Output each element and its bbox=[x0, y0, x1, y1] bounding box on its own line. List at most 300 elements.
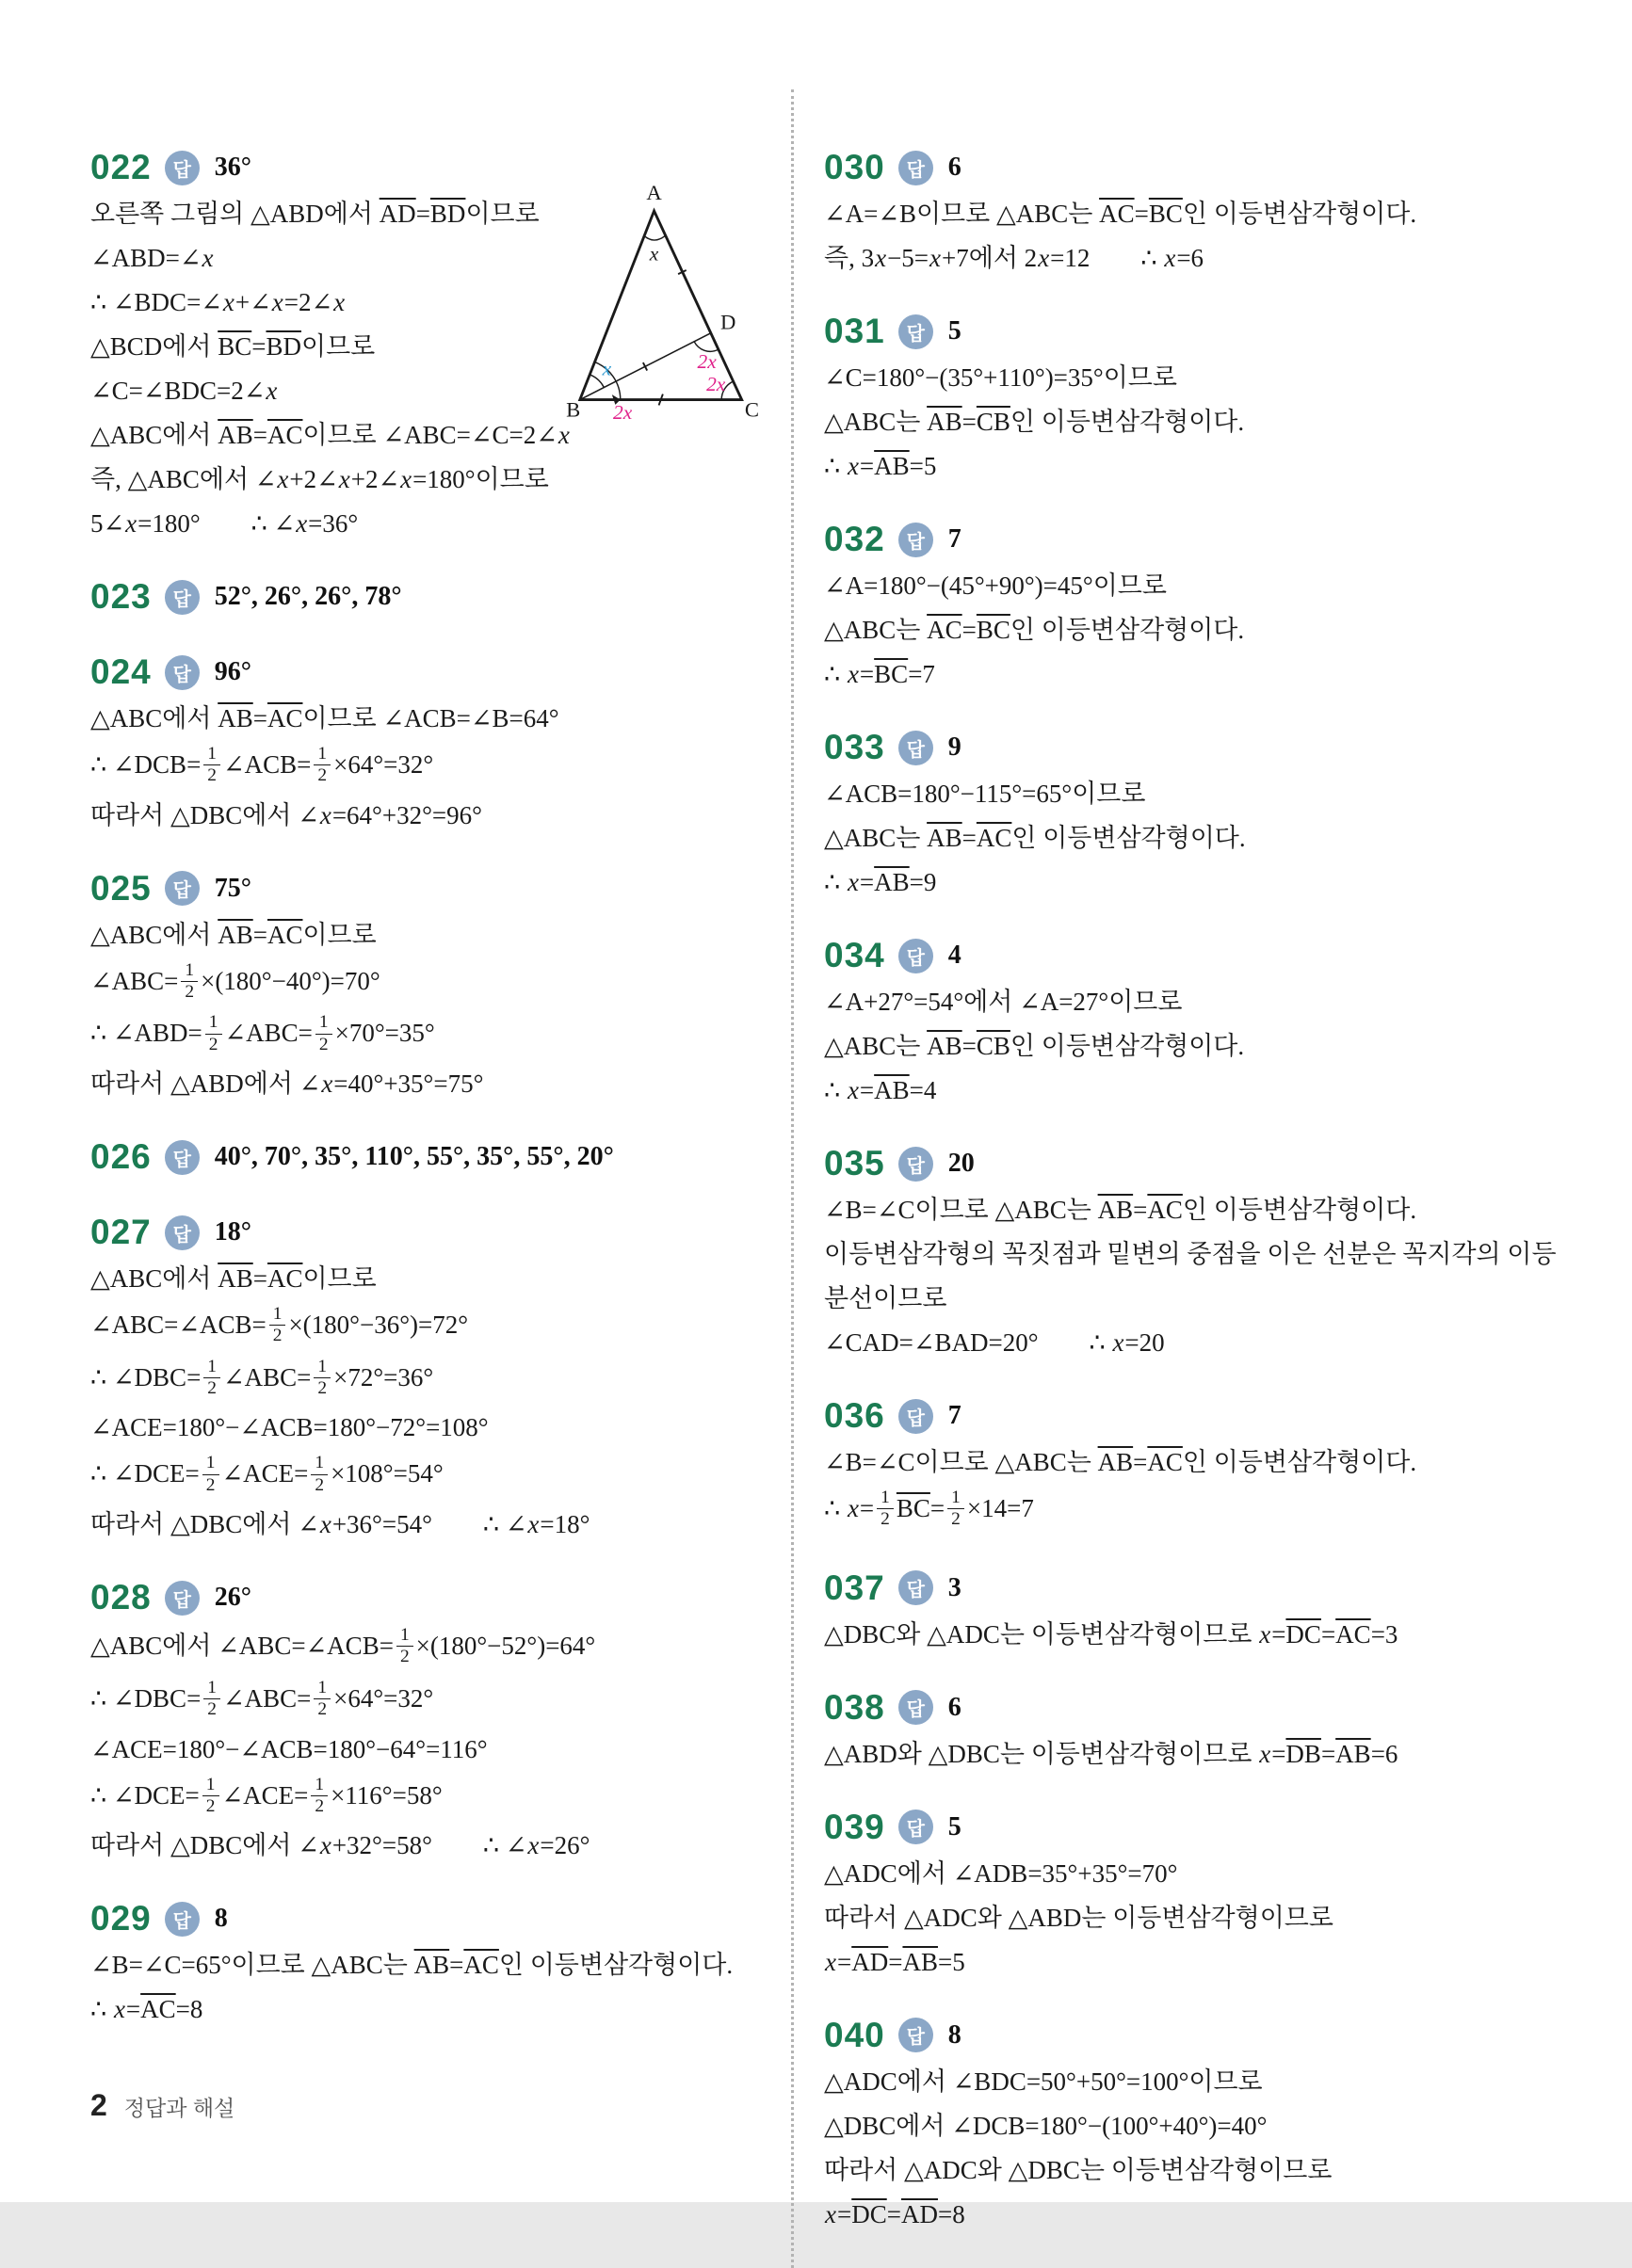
fraction-numerator: 1 bbox=[315, 1012, 332, 1034]
problem-039 bbox=[824, 1808, 1559, 1980]
problem-031 bbox=[824, 312, 1559, 484]
angle-c-label: 2x bbox=[706, 372, 726, 395]
math-variable: x bbox=[527, 1510, 540, 1539]
answer-badge: 답 bbox=[165, 1902, 200, 1937]
fraction bbox=[311, 1453, 328, 1496]
segment-overline: $\overline{AC}$ bbox=[1147, 1196, 1183, 1224]
segment-overline: $\overline{AB}$ bbox=[902, 1947, 938, 1976]
math-variable: x bbox=[847, 868, 859, 896]
fraction bbox=[203, 1678, 220, 1721]
problem-034 bbox=[824, 936, 1559, 1108]
solution-line: ∠C=∠BDC=2∠x bbox=[90, 377, 278, 405]
answer-badge: 답 bbox=[165, 1140, 200, 1175]
answer-badge: 답 bbox=[165, 151, 200, 185]
math-variable: x bbox=[557, 421, 570, 449]
fraction-denominator: 2 bbox=[207, 765, 218, 786]
answer-badge: 답 bbox=[898, 151, 933, 185]
fraction bbox=[396, 1625, 413, 1668]
answer-text: 5 bbox=[947, 1811, 961, 1842]
answer-badge: 답 bbox=[165, 580, 200, 615]
math-variable: x bbox=[271, 288, 283, 316]
solution-line: △ABC에서 $\overline{AB}=\overline{AC}$이므로 bbox=[90, 920, 377, 949]
segment-overline: $\overline{DC}$ bbox=[851, 2199, 887, 2228]
fraction-denominator: 2 bbox=[208, 1034, 218, 1054]
fraction-denominator: 2 bbox=[185, 982, 195, 1003]
solution-line: ∠B=∠C=65°이므로 △ABC는 $\overline{AB}=\overline{AC}$인 이등변삼각형이다. bbox=[90, 1951, 734, 1980]
problem-number: 027 bbox=[90, 1213, 152, 1252]
solution-line: △ABC에서 $\overline{AB}=\overline{AC}$이므로 ∠ABC=∠C=2∠x bbox=[90, 421, 570, 449]
math-variable: x bbox=[847, 452, 859, 480]
math-variable: x bbox=[277, 465, 289, 493]
math-variable: x bbox=[847, 1494, 859, 1523]
angle-a-label: x bbox=[649, 242, 659, 265]
answer-badge: 답 bbox=[898, 1690, 933, 1725]
fraction-denominator: 2 bbox=[205, 1795, 216, 1816]
problem-header bbox=[90, 1213, 761, 1252]
problem-header bbox=[824, 1808, 1559, 1847]
solution-line: ∴ $x=\overline{AB}=9$ bbox=[824, 868, 937, 896]
problem-number: 039 bbox=[824, 1807, 885, 1846]
problem-033 bbox=[824, 728, 1559, 900]
problem-solution bbox=[824, 1193, 1559, 1360]
segment-overline: $\overline{CB}$ bbox=[976, 408, 1010, 436]
answer-text: 7 bbox=[947, 1401, 961, 1430]
answer-badge: 답 bbox=[165, 1215, 200, 1250]
problem-number: 034 bbox=[824, 936, 885, 974]
math-variable: x bbox=[875, 244, 887, 272]
solution-line: ∴ ∠DBC= $\frac{1}{2}$ ∠ABC= $\frac{1}{2}$ ×72°=36° bbox=[90, 1356, 434, 1399]
problem-026 bbox=[90, 1137, 761, 1177]
problem-022 bbox=[90, 148, 761, 541]
fraction-numerator: 1 bbox=[181, 960, 198, 982]
segment-overline: $\overline{AC}$ bbox=[267, 421, 303, 449]
problem-number: 025 bbox=[90, 868, 152, 908]
page-footer bbox=[90, 2088, 234, 2123]
left-column bbox=[90, 89, 761, 2268]
solution-line: ∠A+27°=54°에서 ∠A=27°이므로 bbox=[824, 988, 1183, 1016]
solution-line: 분선이므로 bbox=[824, 1284, 947, 1312]
problem-solution bbox=[824, 985, 1559, 1108]
problem-029 bbox=[90, 1899, 761, 2027]
segment-overline: $\overline{BC}$ bbox=[874, 660, 909, 688]
fraction-denominator: 2 bbox=[951, 1509, 961, 1530]
segment-overline: $\overline{AC}$ bbox=[267, 920, 303, 949]
math-variable: x bbox=[1259, 1739, 1271, 1768]
solution-line: △ABC에서 $\overline{AB}=\overline{AC}$이므로 bbox=[90, 1264, 377, 1294]
segment-overline: $\overline{BC}$ bbox=[896, 1494, 930, 1523]
segment-overline: $\overline{AC}$ bbox=[267, 704, 303, 732]
math-variable: x bbox=[266, 377, 278, 405]
segment-overline: $\overline{AC}$ bbox=[140, 1995, 176, 2024]
answer-badge: 답 bbox=[898, 1399, 933, 1434]
segment-overline: $\overline{AB}$ bbox=[218, 704, 253, 732]
solution-line: △ABC는 $\overline{AB}=\overline{CB}$인 이등변삼각형이다. bbox=[824, 408, 1245, 436]
vertex-c-label: C bbox=[744, 397, 759, 422]
math-variable: x bbox=[1112, 1328, 1124, 1357]
math-variable: x bbox=[296, 509, 308, 538]
column-divider bbox=[791, 89, 794, 2268]
problem-solution bbox=[824, 197, 1559, 276]
fraction bbox=[314, 1357, 331, 1400]
solution-line: 오른쪽 그림의 △ABD에서 $\overline{AD}=\overline{BD}$이므로 bbox=[90, 200, 540, 228]
math-variable: x bbox=[125, 509, 137, 538]
answer-badge: 답 bbox=[898, 1570, 933, 1605]
answer-text: 40°, 70°, 35°, 110°, 55°, 35°, 55°, 20° bbox=[214, 1142, 614, 1172]
fraction-numerator: 1 bbox=[202, 1453, 219, 1474]
fraction-denominator: 2 bbox=[315, 1474, 325, 1495]
problem-header bbox=[824, 1688, 1559, 1728]
fraction-numerator: 1 bbox=[396, 1625, 413, 1647]
angle-d-label: 2x bbox=[697, 350, 717, 374]
problem-number: 038 bbox=[824, 1687, 885, 1727]
angle-arc-a bbox=[644, 235, 666, 240]
answer-badge: 답 bbox=[898, 314, 933, 349]
problem-027 bbox=[90, 1213, 761, 1542]
solution-line: ∴ x= $\frac{1}{2}$ $\overline{BC}=$ $\frac{1}{2}$ ×14=7 bbox=[824, 1488, 1034, 1530]
segment-overline: $\overline{AC}$ bbox=[976, 824, 1012, 852]
answer-text: 26° bbox=[214, 1583, 251, 1613]
solution-line: ∠B=∠C이므로 △ABC는 $\overline{AB}=\overline{AC}$인 이등변삼각형이다. bbox=[824, 1448, 1417, 1476]
solution-line: △ADC에서 ∠BDC=50°+50°=100°이므로 bbox=[824, 2067, 1263, 2096]
answer-badge: 답 bbox=[898, 523, 933, 557]
fraction-numerator: 1 bbox=[314, 1357, 331, 1378]
solution-line: $x=\overline{DC}=\overline{AD}=8$ bbox=[825, 2199, 965, 2228]
problem-038 bbox=[824, 1688, 1559, 1772]
problem-solution bbox=[824, 1445, 1559, 1533]
solution-line: 따라서 △DBC에서 ∠x+32°=58° ∴ ∠x=26° bbox=[90, 1831, 590, 1860]
solution-line: △DBC에서 ∠DCB=180°−(100°+40°)=40° bbox=[824, 2111, 1268, 2140]
solution-line: 따라서 △ABD에서 ∠x=40°+35°=75° bbox=[90, 1070, 484, 1099]
fraction bbox=[202, 1453, 219, 1496]
solution-line: ∴ $x=\overline{BC}=7$ bbox=[824, 660, 935, 688]
fraction-numerator: 1 bbox=[269, 1304, 286, 1326]
problem-number: 037 bbox=[824, 1568, 885, 1607]
segment-overline: $\overline{DC}$ bbox=[1285, 1619, 1321, 1649]
solution-line: ∠ACE=180°−∠ACB=180°−72°=108° bbox=[90, 1413, 489, 1442]
solution-line: 따라서 △ADC와 △DBC는 이등변삼각형이므로 bbox=[824, 2155, 1333, 2184]
fraction bbox=[314, 744, 331, 787]
math-variable: x bbox=[319, 1831, 331, 1860]
math-variable: x bbox=[202, 244, 214, 272]
problem-header bbox=[90, 577, 761, 617]
solution-line: △BCD에서 $\overline{BC}=\overline{BD}$이므로 bbox=[90, 332, 376, 361]
triangle-figure bbox=[564, 181, 767, 424]
angle-b-inner-label: x bbox=[602, 357, 612, 380]
segment-overline: $\overline{BD}$ bbox=[266, 332, 301, 361]
problem-number: 031 bbox=[824, 312, 885, 350]
fraction-numerator: 1 bbox=[205, 1012, 222, 1034]
fraction-denominator: 2 bbox=[315, 1795, 325, 1816]
answer-badge: 답 bbox=[165, 655, 200, 690]
math-variable: x bbox=[527, 1831, 540, 1860]
solution-line: 5∠x=180° ∴ ∠x=36° bbox=[90, 509, 359, 538]
fraction bbox=[314, 1678, 331, 1721]
solution-line: △ABC는 $\overline{AC}=\overline{BC}$인 이등변삼각형이다. bbox=[824, 616, 1245, 644]
solution-line: 즉, △ABC에서 ∠x+2∠x+2∠x=180°이므로 bbox=[90, 465, 549, 493]
problem-number: 024 bbox=[90, 652, 152, 691]
segment-overline: $\overline{AB}$ bbox=[874, 1076, 910, 1104]
vertex-b-label: B bbox=[566, 397, 581, 422]
fraction-numerator: 1 bbox=[203, 1678, 220, 1699]
segment-overline: $\overline{AC}$ bbox=[1099, 200, 1135, 228]
solution-line: ∠C=180°−(35°+110°)=35°이므로 bbox=[824, 363, 1177, 392]
solution-line: △ADC에서 ∠ADB=35°+35°=70° bbox=[824, 1858, 1178, 1888]
answer-badge: 답 bbox=[898, 1147, 933, 1182]
math-variable: x bbox=[1038, 244, 1050, 272]
problem-number: 032 bbox=[824, 520, 885, 558]
math-variable: x bbox=[400, 465, 412, 493]
math-variable: x bbox=[319, 1510, 331, 1539]
math-variable: x bbox=[825, 2199, 836, 2228]
problem-030 bbox=[824, 148, 1559, 276]
problem-solution bbox=[90, 1948, 761, 2027]
solution-line: 즉, 3x−5=x+7에서 2x=12 ∴ x=6 bbox=[824, 244, 1204, 272]
solution-line: △DBC와 △ADC는 이등변삼각형이므로 $x=\overline{DC}=\overline{AC}=3$ bbox=[824, 1619, 1398, 1649]
problem-solution bbox=[824, 777, 1559, 900]
problem-header bbox=[824, 1144, 1559, 1183]
problem-number: 029 bbox=[90, 1899, 152, 1938]
segment-overline: $\overline{AB}$ bbox=[218, 421, 253, 449]
fraction-numerator: 1 bbox=[311, 1775, 328, 1796]
problem-number: 040 bbox=[824, 2015, 885, 2054]
problem-header bbox=[90, 869, 761, 909]
answer-badge: 답 bbox=[898, 2018, 933, 2052]
answer-text: 20 bbox=[947, 1149, 975, 1178]
fraction-denominator: 2 bbox=[317, 1699, 328, 1720]
problem-solution bbox=[824, 1857, 1559, 1980]
problem-023 bbox=[90, 577, 761, 617]
problem-number: 030 bbox=[824, 148, 885, 186]
problem-header bbox=[824, 936, 1559, 975]
problem-solution bbox=[90, 918, 761, 1102]
problem-solution bbox=[824, 361, 1559, 484]
answer-text: 6 bbox=[947, 1692, 961, 1722]
fraction bbox=[269, 1304, 286, 1347]
answer-badge: 답 bbox=[898, 1810, 933, 1844]
problem-solution bbox=[90, 1627, 761, 1863]
math-variable: x bbox=[338, 465, 350, 493]
solution-line: ∴ ∠BDC=∠x+∠x=2∠x bbox=[90, 288, 346, 316]
fraction bbox=[181, 960, 198, 1004]
solution-line: ∴ ∠DCE= $\frac{1}{2}$ ∠ACE= $\frac{1}{2}$ ×108°=54° bbox=[90, 1453, 444, 1495]
footer-label: 정답과 해설 bbox=[123, 2096, 235, 2120]
solution-line: ∠A=∠B이므로 △ABC는 $\overline{AC}=\overline{BC}$인 이등변삼각형이다. bbox=[824, 200, 1417, 228]
problem-header bbox=[90, 1137, 761, 1177]
fraction-numerator: 1 bbox=[203, 744, 220, 765]
math-variable: x bbox=[825, 1947, 836, 1976]
segment-overline: $\overline{BC}$ bbox=[218, 332, 252, 361]
segment-overline: $\overline{BC}$ bbox=[976, 616, 1010, 644]
fraction bbox=[202, 1775, 219, 1818]
solution-line: ∠B=∠C이므로 △ABC는 $\overline{AB}=\overline{AC}$인 이등변삼각형이다. bbox=[824, 1196, 1417, 1224]
fraction-numerator: 1 bbox=[314, 744, 331, 765]
solution-line: ∴ ∠ABD= $\frac{1}{2}$ ∠ABC= $\frac{1}{2}$ ×70°=35° bbox=[90, 1012, 435, 1054]
problem-040 bbox=[824, 2016, 1559, 2232]
solution-line: △ABC는 $\overline{AB}=\overline{CB}$인 이등변삼각형이다. bbox=[824, 1032, 1245, 1060]
solution-line: ∴ $x=\overline{AC}=8$ bbox=[90, 1995, 203, 2024]
solution-line: ∠ACB=180°−115°=65°이므로 bbox=[824, 780, 1146, 808]
segment-overline: $\overline{AB}$ bbox=[218, 920, 253, 949]
segment-overline: $\overline{AB}$ bbox=[927, 408, 962, 436]
segment-overline: $\overline{AD}$ bbox=[900, 2199, 938, 2228]
solution-line: ∠A=180°−(45°+90°)=45°이므로 bbox=[824, 571, 1167, 600]
answer-text: 52°, 26°, 26°, 78° bbox=[214, 582, 402, 611]
problem-header bbox=[824, 148, 1559, 187]
math-variable: x bbox=[113, 1995, 125, 2024]
solution-line: 따라서 △DBC에서 ∠x=64°+32°=96° bbox=[90, 800, 482, 829]
segment-overline: $\overline{BD}$ bbox=[429, 200, 466, 228]
segment-overline: $\overline{AB}$ bbox=[413, 1951, 450, 1980]
fraction-numerator: 1 bbox=[877, 1488, 894, 1509]
segment-overline: $\overline{AB}$ bbox=[927, 1032, 962, 1060]
fraction-denominator: 2 bbox=[207, 1699, 218, 1720]
solution-line: ∴ $x=\overline{AB}=4$ bbox=[824, 1076, 937, 1104]
problem-036 bbox=[824, 1396, 1559, 1533]
problem-header bbox=[824, 2016, 1559, 2055]
problem-037 bbox=[824, 1568, 1559, 1652]
segment-overline: $\overline{AB}$ bbox=[218, 1264, 253, 1294]
fraction-denominator: 2 bbox=[317, 765, 328, 786]
solution-line: △ABC에서 ∠ABC=∠ACB= $\frac{1}{2}$ ×(180°−52°)=64° bbox=[90, 1625, 596, 1667]
solution-line: 따라서 △ADC와 △ABD는 이등변삼각형이므로 bbox=[824, 1903, 1333, 1932]
segment-overline: $\overline{AB}$ bbox=[1097, 1196, 1134, 1224]
segment-overline: $\overline{AC}$ bbox=[267, 1264, 303, 1294]
math-variable: x bbox=[1164, 244, 1176, 272]
math-variable: x bbox=[847, 1076, 859, 1104]
fraction bbox=[311, 1775, 328, 1818]
answer-badge: 답 bbox=[898, 939, 933, 973]
problem-solution bbox=[824, 2065, 1559, 2232]
answer-badge: 답 bbox=[165, 1581, 200, 1616]
fraction bbox=[205, 1012, 222, 1055]
fraction-denominator: 2 bbox=[207, 1378, 218, 1399]
problem-number: 035 bbox=[824, 1144, 885, 1182]
solution-line: $x=\overline{AD}=\overline{AB}=5$ bbox=[825, 1947, 965, 1976]
fraction-denominator: 2 bbox=[318, 1034, 329, 1054]
page-number: 2 bbox=[90, 2088, 107, 2122]
answer-badge: 답 bbox=[165, 871, 200, 906]
solution-line: △ABC에서 $\overline{AB}=\overline{AC}$이므로 ∠ACB=∠B=64° bbox=[90, 704, 559, 732]
problem-solution bbox=[824, 1617, 1559, 1652]
math-variable: x bbox=[929, 244, 942, 272]
fraction bbox=[947, 1488, 964, 1531]
problem-header bbox=[824, 520, 1559, 559]
fraction bbox=[315, 1012, 332, 1055]
problem-solution bbox=[824, 1737, 1559, 1772]
problem-header bbox=[824, 1568, 1559, 1608]
answer-text: 4 bbox=[947, 941, 961, 970]
solution-line: △ABD와 △DBC는 이등변삼각형이므로 $x=\overline{DB}=\overline{AB}=6$ bbox=[824, 1739, 1398, 1768]
problem-032 bbox=[824, 520, 1559, 692]
fraction-numerator: 1 bbox=[203, 1357, 220, 1378]
solution-line: ∠ABC= $\frac{1}{2}$ ×(180°−40°)=70° bbox=[90, 959, 380, 1003]
segment-overline: $\overline{AC}$ bbox=[927, 616, 962, 644]
answer-text: 36° bbox=[214, 153, 251, 182]
math-variable: x bbox=[847, 660, 859, 688]
solution-line: ∴ ∠DBC= $\frac{1}{2}$ ∠ABC= $\frac{1}{2}$ ×64°=32° bbox=[90, 1677, 434, 1720]
segment-overline: $\overline{AD}$ bbox=[851, 1947, 889, 1976]
segment-overline: $\overline{AC}$ bbox=[1335, 1619, 1371, 1649]
math-variable: x bbox=[1259, 1619, 1271, 1649]
problem-solution bbox=[90, 181, 761, 541]
fraction-denominator: 2 bbox=[272, 1326, 283, 1346]
problem-028 bbox=[90, 1578, 761, 1863]
answer-text: 9 bbox=[947, 732, 961, 762]
problem-number: 036 bbox=[824, 1396, 885, 1435]
segment-overline: $\overline{AB}$ bbox=[927, 824, 962, 852]
fraction-numerator: 1 bbox=[947, 1488, 964, 1509]
fraction-numerator: 1 bbox=[314, 1678, 331, 1699]
segment-overline: $\overline{AD}$ bbox=[379, 200, 416, 228]
fraction-denominator: 2 bbox=[881, 1509, 890, 1530]
columns bbox=[90, 89, 1559, 2268]
math-variable: x bbox=[321, 1070, 333, 1099]
problem-solution bbox=[90, 701, 761, 833]
vertex-d-label: D bbox=[719, 310, 736, 334]
problem-number: 028 bbox=[90, 1578, 152, 1617]
math-variable: x bbox=[319, 800, 331, 829]
math-variable: x bbox=[333, 288, 346, 316]
segment-overline: $\overline{CB}$ bbox=[976, 1032, 1010, 1060]
solution-line: ∠ABC=∠ACB= $\frac{1}{2}$ ×(180°−36°)=72° bbox=[90, 1304, 469, 1346]
solution-line: ∴ $x=\overline{AB}=5$ bbox=[824, 452, 937, 480]
answer-text: 7 bbox=[947, 524, 961, 554]
solution-line: ∠ABD=∠x bbox=[90, 244, 214, 272]
fraction-denominator: 2 bbox=[317, 1378, 328, 1399]
problem-024 bbox=[90, 652, 761, 833]
solution-line: 이등변삼각형의 꼭짓점과 밑변의 중점을 이은 선분은 꼭지각의 이등 bbox=[824, 1240, 1557, 1268]
answer-text: 6 bbox=[947, 153, 961, 182]
problem-header bbox=[90, 1899, 761, 1938]
problem-header bbox=[824, 728, 1559, 767]
problem-025 bbox=[90, 869, 761, 1102]
problem-number: 026 bbox=[90, 1137, 152, 1177]
problem-035 bbox=[824, 1144, 1559, 1360]
answer-text: 75° bbox=[214, 873, 251, 903]
right-column bbox=[824, 89, 1559, 2268]
problem-solution bbox=[90, 1262, 761, 1542]
problem-number: 023 bbox=[90, 577, 152, 616]
fraction-denominator: 2 bbox=[399, 1647, 410, 1667]
answer-text: 18° bbox=[214, 1217, 251, 1247]
fraction-numerator: 1 bbox=[311, 1453, 328, 1474]
math-variable: x bbox=[222, 288, 234, 316]
solution-line: ∴ ∠DCB= $\frac{1}{2}$ ∠ACB= $\frac{1}{2}$ ×64°=32° bbox=[90, 744, 434, 786]
fraction bbox=[877, 1488, 894, 1531]
answer-text: 8 bbox=[947, 2019, 961, 2050]
answer-text: 5 bbox=[947, 316, 961, 346]
solution-line: △ABC는 $\overline{AB}=\overline{AC}$인 이등변삼각형이다. bbox=[824, 824, 1246, 852]
fraction-denominator: 2 bbox=[205, 1474, 216, 1495]
vertex-a-label: A bbox=[646, 181, 662, 205]
fraction-numerator: 1 bbox=[202, 1775, 219, 1796]
segment-overline: $\overline{AB}$ bbox=[1097, 1448, 1134, 1476]
problem-header bbox=[824, 1396, 1559, 1436]
problem-solution bbox=[824, 569, 1559, 692]
problem-number: 033 bbox=[824, 728, 885, 766]
problem-number: 022 bbox=[90, 148, 152, 186]
fraction bbox=[203, 1357, 220, 1400]
segment-overline: $\overline{AC}$ bbox=[463, 1951, 499, 1980]
problem-header bbox=[90, 1578, 761, 1617]
answer-text: 3 bbox=[947, 1572, 961, 1602]
solution-line: ∠CAD=∠BAD=20° ∴ x=20 bbox=[824, 1328, 1165, 1357]
segment-overline: $\overline{AC}$ bbox=[1147, 1448, 1183, 1476]
segment-overline: $\overline{BC}$ bbox=[1148, 200, 1183, 228]
solution-line: ∴ ∠DCE= $\frac{1}{2}$ ∠ACE= $\frac{1}{2}$ ×116°=58° bbox=[90, 1774, 443, 1816]
segment-overline: $\overline{AB}$ bbox=[874, 868, 910, 896]
segment-overline: $\overline{DB}$ bbox=[1285, 1739, 1321, 1768]
